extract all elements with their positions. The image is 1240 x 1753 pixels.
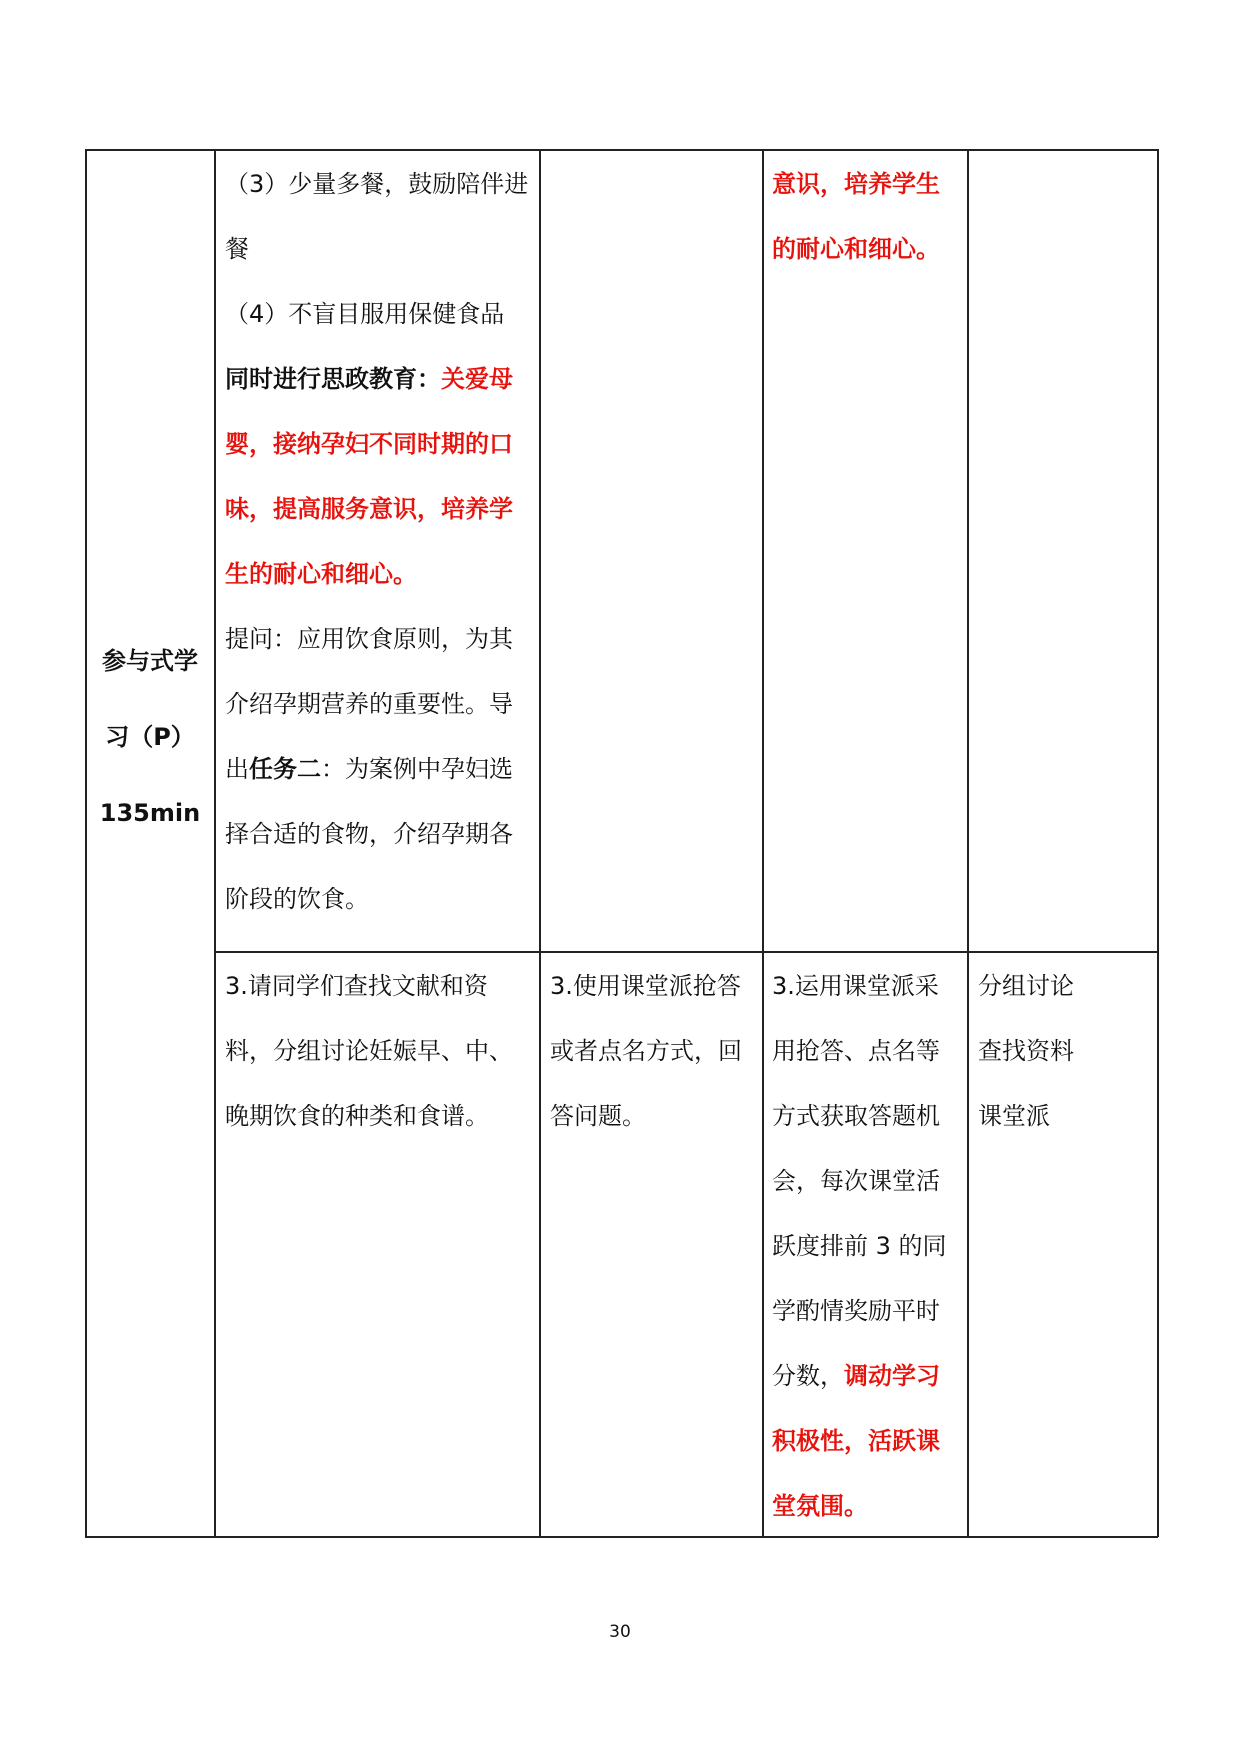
question-prefix: 出 [225, 755, 249, 783]
column-divider-1 [214, 149, 216, 1537]
content-item-4: （4）不盲目服用保健食品 [225, 300, 505, 328]
student-line: 答问题。 [550, 1102, 646, 1130]
intent-highlight: 调动学习 [844, 1362, 940, 1390]
ideology-line-2: 婴，接纳孕妇不同时期的口 [225, 430, 513, 458]
row-divider [214, 951, 1158, 953]
teacher-line: 料，分组讨论妊娠早、中、 [225, 1037, 513, 1065]
intent-line: 的耐心和细心。 [772, 235, 940, 263]
intent-line: 跃度排前 3 的同 [772, 1232, 947, 1260]
teacher-line: 3.请同学们查找文献和资 [225, 972, 488, 1000]
ideology-line-1 [225, 347, 537, 412]
intent-line [772, 1344, 964, 1409]
column-divider-2 [539, 149, 541, 1537]
content-item-3: （3）少量多餐，鼓励陪伴进 [225, 170, 529, 198]
student-line: 3.使用课堂派抢答 [550, 972, 741, 1000]
intent-line: 学酌情奖励平时 [772, 1297, 940, 1325]
teacher-line: 晚期饮食的种类和食谱。 [225, 1102, 489, 1130]
intent-line: 3.运用课堂派采 [772, 972, 939, 1000]
row2-teacher-cell [225, 954, 537, 1149]
stage-line: 习（P） [105, 723, 195, 751]
intent-line: 方式获取答题机 [772, 1102, 940, 1130]
column-divider-4 [967, 149, 969, 1537]
row1-content-cell [225, 152, 537, 932]
intent-prefix: 分数， [772, 1362, 844, 1390]
content-item-3-cont: 餐 [225, 235, 249, 263]
ideology-highlight: 关爱母 [441, 365, 513, 393]
intent-line: 用抢答、点名等 [772, 1037, 940, 1065]
intent-line: 堂氛围。 [772, 1492, 868, 1520]
table-top-border [85, 149, 1158, 151]
row2-student-cell [550, 954, 760, 1149]
student-line: 或者点名方式，回 [550, 1037, 742, 1065]
question-line-2: 介绍孕期营养的重要性。导 [225, 690, 513, 718]
question-suffix: ：为案例中孕妇选 [321, 755, 513, 783]
column-divider-3 [762, 149, 764, 1537]
question-line-1: 提问：应用饮食原则，为其 [225, 625, 513, 653]
question-line-3 [225, 737, 537, 802]
ideology-prefix: 同时进行思政教育： [225, 365, 441, 393]
row2-methods-cell [978, 954, 1154, 1149]
method-line: 查找资料 [978, 1037, 1074, 1065]
table-bottom-border [85, 1536, 1158, 1538]
table-right-border [1157, 149, 1159, 1537]
intent-line: 意识，培养学生 [772, 170, 940, 198]
ideology-line-3: 味，提高服务意识，培养学 [225, 495, 513, 523]
task-two-label: 任务二 [249, 755, 321, 783]
method-line: 分组讨论 [978, 972, 1074, 1000]
row2-intent-cell [772, 954, 964, 1539]
intent-line: 积极性，活跃课 [772, 1427, 940, 1455]
stage-cell [86, 623, 214, 851]
ideology-line-4: 生的耐心和细心。 [225, 560, 417, 588]
intent-line: 会，每次课堂活 [772, 1167, 940, 1195]
page-number: 30 [609, 1622, 631, 1642]
stage-duration: 135min [99, 799, 201, 827]
method-line: 课堂派 [978, 1102, 1050, 1130]
question-line-5: 阶段的饮食。 [225, 885, 369, 913]
question-line-4: 择合适的食物，介绍孕期各 [225, 820, 513, 848]
row1-intent-cell [772, 152, 964, 282]
stage-line: 参与式学 [102, 647, 198, 675]
